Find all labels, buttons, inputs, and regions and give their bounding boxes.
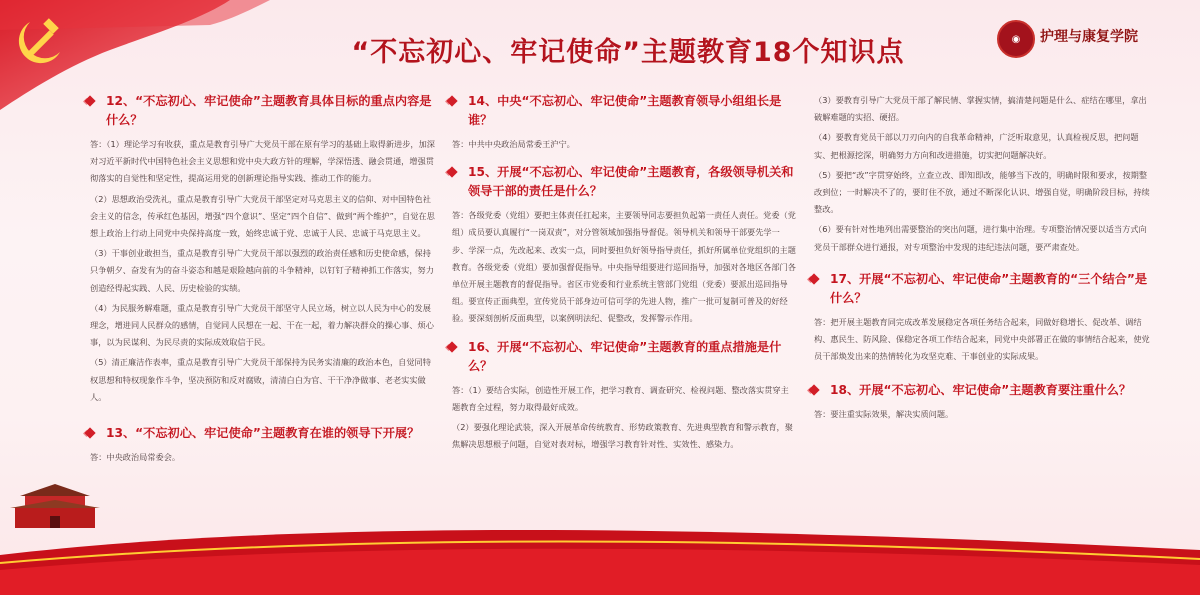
answer-paragraph: （2）要强化理论武装，深入开展革命传统教育、形势政策教育、先进典型教育和警示教育，聚焦解决思想根子问题，自觉对表对标，增强学习教育针对性、实效性、感染力。 (452, 422, 793, 450)
column-right (808, 92, 1153, 434)
question-heading (446, 163, 796, 201)
question-heading (808, 381, 1153, 400)
answer-paragraph: （3）要教育引导广大党员干部了解民情、掌握实情，搞清楚问题是什么、症结在哪里，拿出破解难题的实招、硬招。 (814, 95, 1147, 123)
answer-paragraph: （5）要把“改”字贯穿始终，立查立改、即知即改，能够当下改的，明确时限和要求，按期整改到位；一时解决不了的，要盯住不放，通过不断深化认识、增强自觉，明确阶段目标，持续整改。 (814, 169, 1150, 215)
answer-paragraph: （5）清正廉洁作表率，重点是教育引导广大党员干部保持为民务实清廉的政治本色，自觉同特权思想和特权现象作斗争，坚决预防和反对腐败，清清白白为官、干干净净做事、老老实实做人。 (90, 357, 431, 402)
question-heading (446, 92, 796, 130)
qa-block (84, 92, 436, 406)
question-text: 18、开展“不忘初心、牢记使命”主题教育要注重什么？ (830, 383, 1132, 398)
answer-paragraph: （4）为民服务解难题，重点是教育引导广大党员干部坚守人民立场，树立以人民为中心的发展理念，增进同人民群众的感情，自觉同人民想在一起、干在一起，着力解决群众的操心事、烦心事，以为民谋利、为民尽责的实际成效取信于民。 (90, 302, 434, 348)
column-middle (446, 92, 796, 463)
qa-block (446, 92, 796, 153)
school-logo-icon: ◉ (997, 20, 1035, 58)
question-text: 17、开展“不忘初心、牢记使命”主题教育的“三个结合”是什么？ (830, 271, 1148, 305)
question-text: 14、中央“不忘初心、牢记使命”主题教育领导小组组长是谁？ (468, 94, 782, 127)
question-heading (84, 92, 436, 130)
answer-paragraph: 答：中共中央政治局常委王沪宁。 (452, 139, 575, 149)
school-name: 护理与康复学院 (1040, 29, 1138, 45)
qa-block (808, 381, 1153, 423)
question-heading (808, 270, 1153, 308)
qa-block (446, 163, 796, 327)
answer-paragraph: （6）要有针对性地列出需要整治的突出问题，进行集中治理。专项整治情况要以适当方式向党员干部群众进行通报，对专项整治中发现的违纪违法问题，要严肃查处。 (814, 224, 1147, 252)
page-title: “不忘初心、牢记使命”主题教育18个知识点 (351, 37, 905, 68)
question-text: 13、“不忘初心、牢记使命”主题教育在谁的领导下开展？ (106, 426, 420, 441)
answer-paragraph: （2）思想政治受洗礼，重点是教育引导广大党员干部坚定对马克思主义的信仰、对中国特色社会主义的信念，传承红色基因，增强“四个意识”、坚定“四个自信”、做到“两个维护”，自觉在思想上政治上行动上同党中央保持高度一致，始终忠诚于党、忠诚于人民、忠诚于马克思主义。 (90, 193, 435, 239)
question-text: 16、开展“不忘初心、牢记使命”主题教育的重点措施是什么？ (468, 339, 782, 373)
answer-paragraph: （4）要教育党员干部以刀刃向内的自我革命精神，广泛听取意见，认真检视反思，把问题实、把根源挖深，明确努力方向和改进措施，切实把问题解决好。 (814, 132, 1139, 160)
red-ribbon-decoration (0, 515, 1200, 595)
question-text: 15、开展“不忘初心、牢记使命”主题教育，各级领导机关和领导干部的责任是什么？ (468, 165, 794, 199)
answer-paragraph: （3）干事创业敢担当，重点是教育引导广大党员干部以强烈的政治责任感和历史使命感，保持只争朝夕、奋发有为的奋斗姿态和越是艰险越向前的斗争精神，以钉钉子精神抓工作落实，努力创造经得起实践、人民、历史检验的实绩。 (90, 248, 434, 293)
question-heading (84, 424, 436, 443)
answer-paragraph: 答：要注重实际效果，解决实质问题。 (814, 409, 954, 420)
qa-block (446, 338, 796, 454)
column-left (84, 92, 436, 476)
answer-paragraph: 答：把开展主题教育同完成改革发展稳定各项任务结合起来，同做好稳增长、促改革、调结构、惠民生、防风险、保稳定各项工作结合起来，同党中央部署正在做的事情结合起来，使党员干部焕发出来的热情转化为攻坚克难、干事创业的实际成果。 (814, 316, 1150, 362)
answer-paragraph: 答：各级党委（党组）要把主体责任扛起来，主要领导同志要担负起第一责任人责任。党委（党组）成员要认真履行“一岗双责”，对分管领域加强指导督促。领导机关和领导干部要先学一步、学深一点，先改起来、改实一点，同时要担负好领导指导责任，抓好所属单位党组织的主题教育。各级党委（党组）要加强督促指导。中央指导组要进行巡回指导，加强对各地区各部门各单位开展主题教育的督促指导。省区市党委和行业系统主管部门党组（党委）要派出巡回指导组。要宣传正面典型，宣传党员干部身边可信可学的先进人物，推广一批可复制可普及的好经验。要深刻剖析反面典型，以案例明法纪、促整改，发挥警示作用。 (452, 210, 796, 324)
qa-block (808, 92, 1153, 256)
question-text: 12、“不忘初心、牢记使命”主题教育具体目标的重点内容是什么？ (106, 94, 432, 127)
qa-block (808, 270, 1153, 366)
answer-paragraph: 答：（1）理论学习有收获，重点是教育引导广大党员干部在原有学习的基础上取得新进步，加深对习近平新时代中国特色社会主义思想和党中央大政方针的理解，学深悟透、融会贯通，增强贯彻落实的自觉性和坚定性，提高运用党的创新理论指导实践、推动工作的能力。 (90, 139, 435, 184)
qa-block (84, 424, 436, 466)
question-heading (446, 338, 796, 376)
answer-paragraph: 答：（1）要结合实际，创造性开展工作，把学习教育、调查研究、检视问题、整改落实贯穿主题教育全过程，努力取得最好成效。 (452, 384, 789, 412)
answer-paragraph: 答：中央政治局常委会。 (90, 452, 181, 463)
